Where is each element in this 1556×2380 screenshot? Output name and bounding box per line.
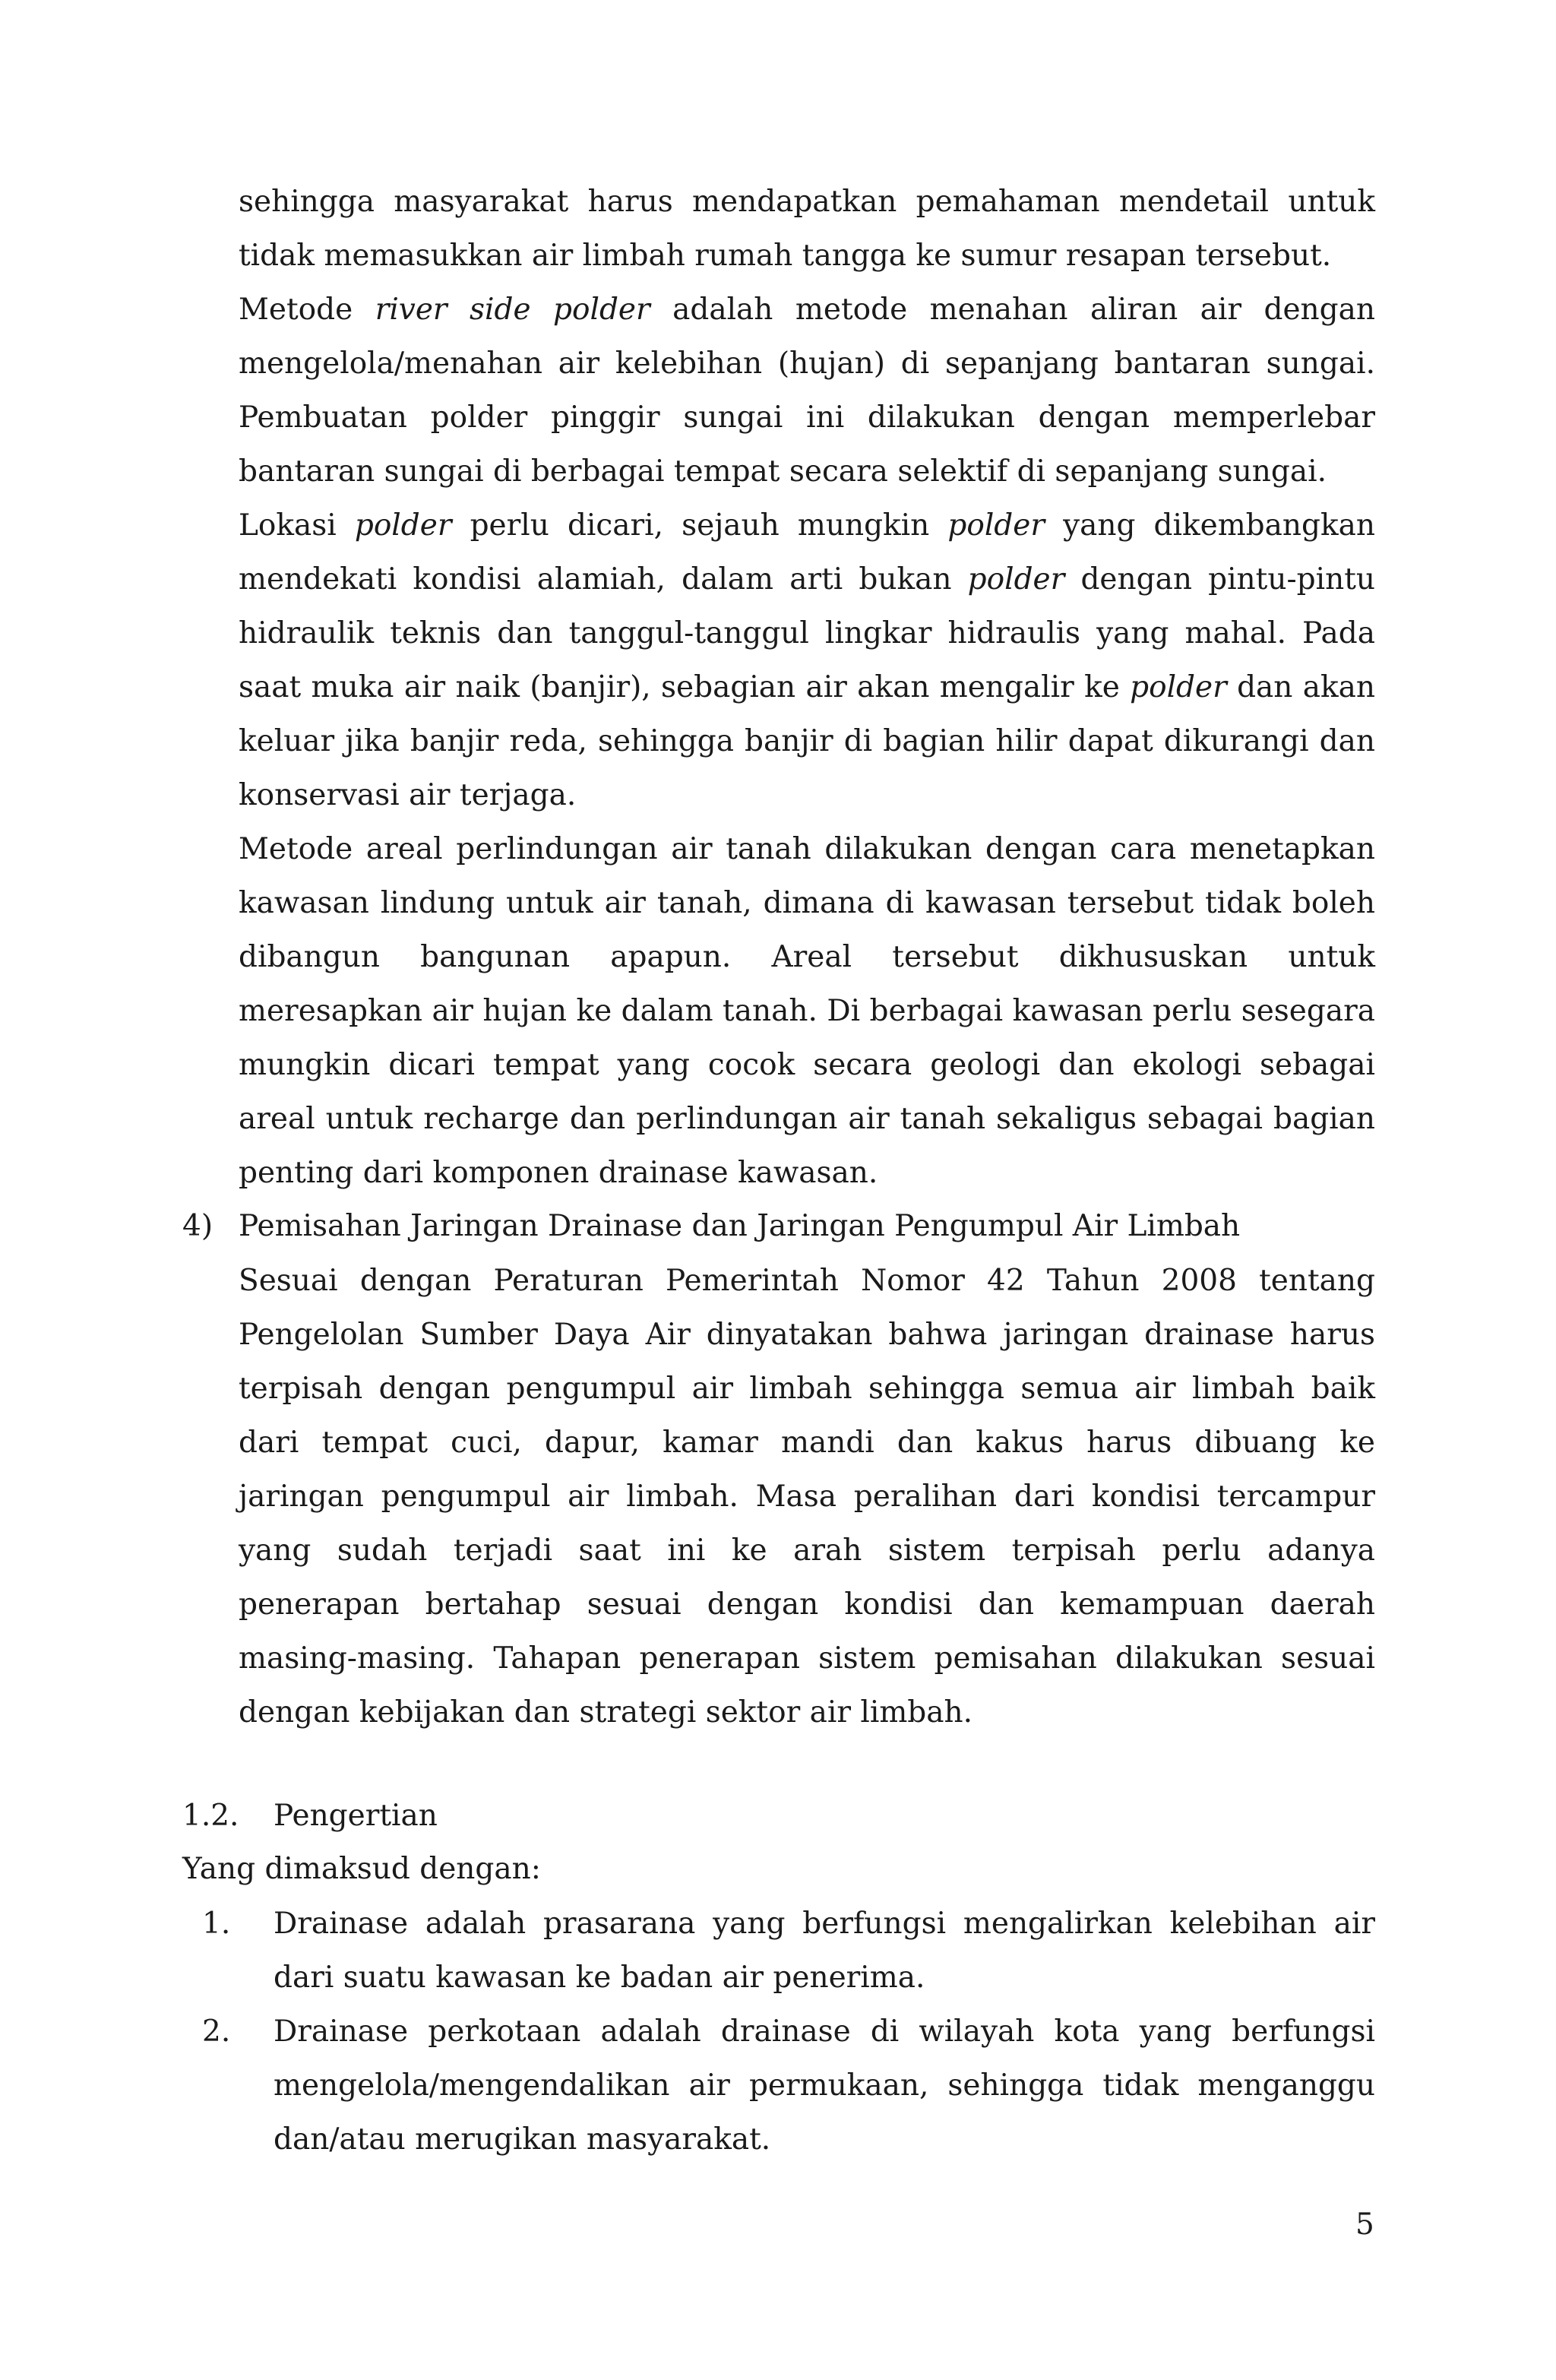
definition-number-1: 1. [202,1907,231,1941]
text-segment: perlu dicari, sejauh mungkin [451,508,948,543]
italic-term: polder [354,508,452,543]
page-number: 5 [1355,2208,1374,2242]
italic-term: polder [947,508,1045,543]
section-intro: Yang dimaksud dengan: [182,1852,541,1886]
italic-term: polder [967,562,1065,597]
definition-drainase-perkotaan: Drainase perkotaan adalah drainase di wilayah kota yang berfungsi mengelola/mengendalikan air permukaan, sehingga tidak menganggu dan/atau merugikan masyarakat. [274,2014,1375,2157]
section-number: 1.2. [182,1799,239,1833]
list-marker-4: 4) [182,1209,213,1243]
text-segment: yang dikembangkan mendekati kondisi alamiah, dalam arti bukan [239,508,1375,597]
italic-term: river side polder [375,293,650,327]
paragraph-areal-perlindungan [239,822,1375,1200]
text-segment: Lokasi [239,508,355,543]
paragraph-sumur-resapan [239,175,1375,283]
definition-number-2: 2. [202,2014,231,2049]
paragraph-text: Metode areal perlindungan air tanah dilakukan dengan cara menetapkan kawasan lindung untuk air tanah, dimana di kawasan tersebut tidak boleh dibangun bangunan apapun. Areal tersebut dikhususkan untuk meresapkan air hujan ke dalam tanah. Di berbagai kawasan perlu sesegara mungkin dicari tempat yang cocok secara geologi dan ekologi sebagai areal untuk recharge dan perlindungan air tanah sekaligus sebagai bagian penting dari komponen drainase kawasan. [239,832,1375,1190]
paragraph-pemisahan-jaringan [239,1254,1375,1739]
text-segment: adalah metode menahan aliran air dengan mengelola/menahan air kelebihan (hujan) di sepanjang bantaran sungai. Pembuatan polder pinggir sungai ini dilakukan dengan memperlebar bantaran sungai di berbagai tempat secara selektif di sepanjang sungai. [239,293,1376,489]
paragraph-text: sehingga masyarakat harus mendapatkan pemahaman mendetail untuk tidak memasukkan air limbah rumah tangga ke sumur resapan tersebut. [239,185,1375,273]
paragraph-lokasi-polder [239,498,1375,822]
section-title: Pengertian [274,1799,438,1833]
item-4-title: Pemisahan Jaringan Drainase dan Jaringan Pengumpul Air Limbah [239,1209,1241,1243]
italic-term: polder [1130,670,1227,704]
definition-drainase: Drainase adalah prasarana yang berfungsi mengalirkan kelebihan air dari suatu kawasan ke badan air penerima. [274,1907,1375,1995]
text-segment: dan akan keluar jika banjir reda, sehingga banjir di bagian hilir dapat dikurangi dan konservasi air terjaga. [239,670,1375,812]
text-segment: Metode [239,293,375,327]
paragraph-river-side-polder [239,283,1375,498]
text-segment: dengan pintu-pintu hidraulik teknis dan tanggul-tanggul lingkar hidraulis yang mahal. Pada saat muka air naik (banjir), sebagian air akan mengalir ke [239,562,1375,704]
paragraph-text: Sesuai dengan Peraturan Pemerintah Nomor 42 Tahun 2008 tentang Pengelolan Sumber Daya Air dinyatakan bahwa jaringan drainase harus terpisah dengan pengumpul air limbah sehingga semua air limbah baik dari tempat cuci, dapur, kamar mandi dan kakus harus dibuang ke jaringan pengumpul air limbah. Masa peralihan dari kondisi tercampur yang sudah terjadi saat ini ke arah sistem terpisah perlu adanya penerapan bertahap sesuai dengan kondisi dan kemampuan daerah masing-masing. Tahapan penerapan sistem pemisahan dilakukan sesuai dengan kebijakan dan strategi sektor air limbah. [239,1264,1375,1730]
